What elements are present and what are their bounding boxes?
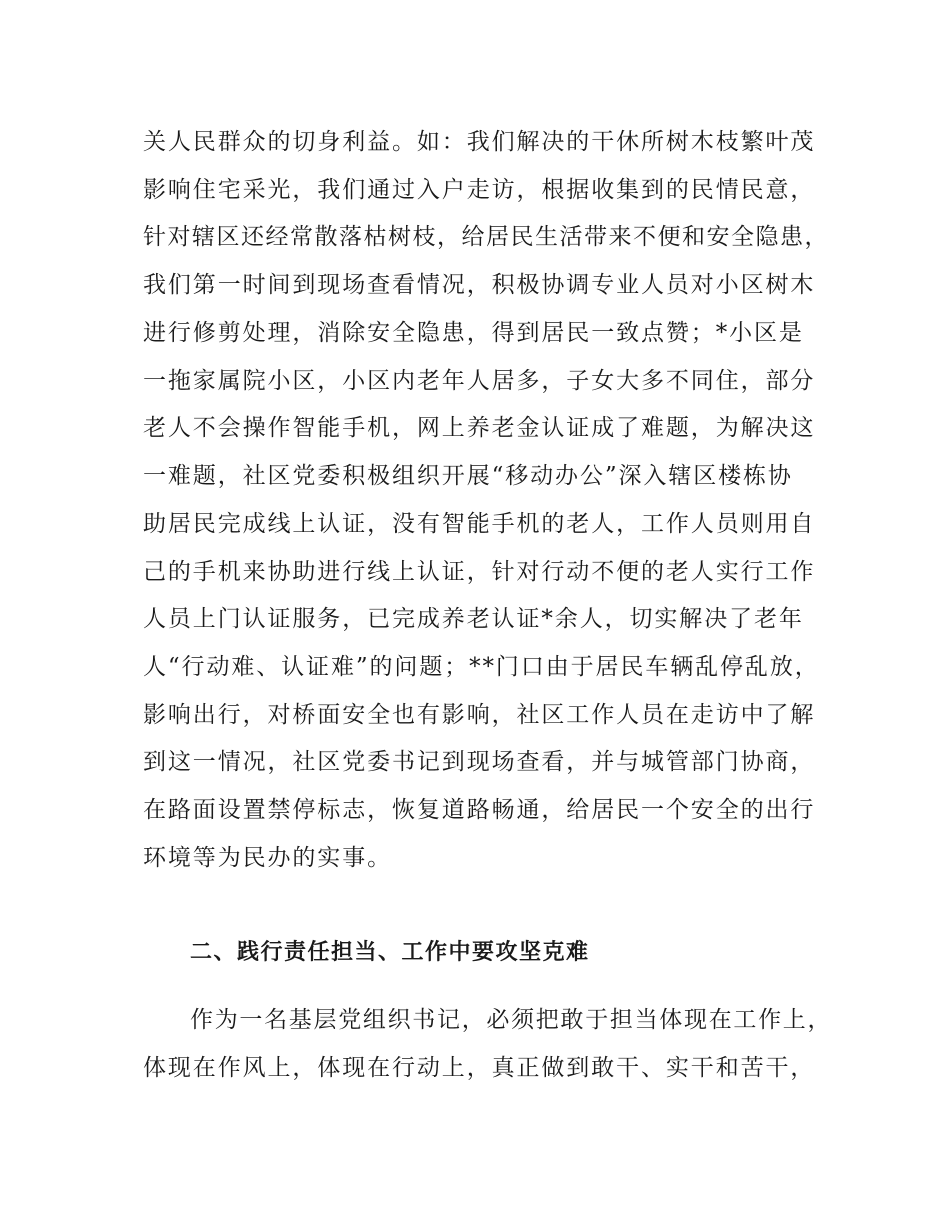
text-line: 人“行动难、认证难”的问题；**门口由于居民车辆乱停乱放，: [143, 654, 820, 680]
text-line: 进行修剪处理，消除安全隐患，得到居民一致点赞；*小区是: [143, 320, 804, 346]
text-line: 在路面设置禁停标志，恢复道路畅通，给居民一个安全的出行: [143, 797, 816, 823]
section-heading: 二、践行责任担当、工作中要攻坚克难: [190, 940, 590, 965]
text-line: 助居民完成线上认证，没有智能手机的老人，工作人员则用自: [143, 511, 816, 537]
text-line: 我们第一时间到现场查看情况，积极协调专业人员对小区树木: [143, 272, 816, 298]
text-line: 作为一名基层党组织书记，必须把敢于担当体现在工作上，: [190, 1007, 833, 1033]
text-line: 环境等为民办的实事。: [143, 845, 392, 871]
text-line: 一拖家属院小区，小区内老年人居多，子女大多不同住，部分: [143, 368, 816, 394]
text-line: 影响住宅采光，我们通过入户走访，根据收集到的民情民意，: [143, 177, 816, 203]
text-line: 关人民群众的切身利益。如：我们解决的干休所树木枝繁叶茂: [143, 129, 816, 155]
text-line: 体现在作风上，体现在行动上，真正做到敢干、实干和苦干，: [143, 1055, 816, 1081]
text-line: 老人不会操作智能手机，网上养老金认证成了难题，为解决这: [143, 415, 816, 441]
text-line: 一难题，社区党委积极组织开展“移动办公”深入辖区楼栋协: [143, 463, 793, 489]
text-line: 人员上门认证服务，已完成养老认证*余人，切实解决了老年: [143, 606, 804, 632]
text-line: 影响出行，对桥面安全也有影响，社区工作人员在走访中了解: [143, 702, 816, 728]
text-line: 己的手机来协助进行线上认证，针对行动不便的老人实行工作: [143, 559, 816, 585]
text-line: 针对辖区还经常散落枯树枝，给居民生活带来不便和安全隐患，: [143, 224, 829, 250]
text-line: 到这一情况，社区党委书记到现场查看，并与城管部门协商，: [143, 749, 816, 775]
